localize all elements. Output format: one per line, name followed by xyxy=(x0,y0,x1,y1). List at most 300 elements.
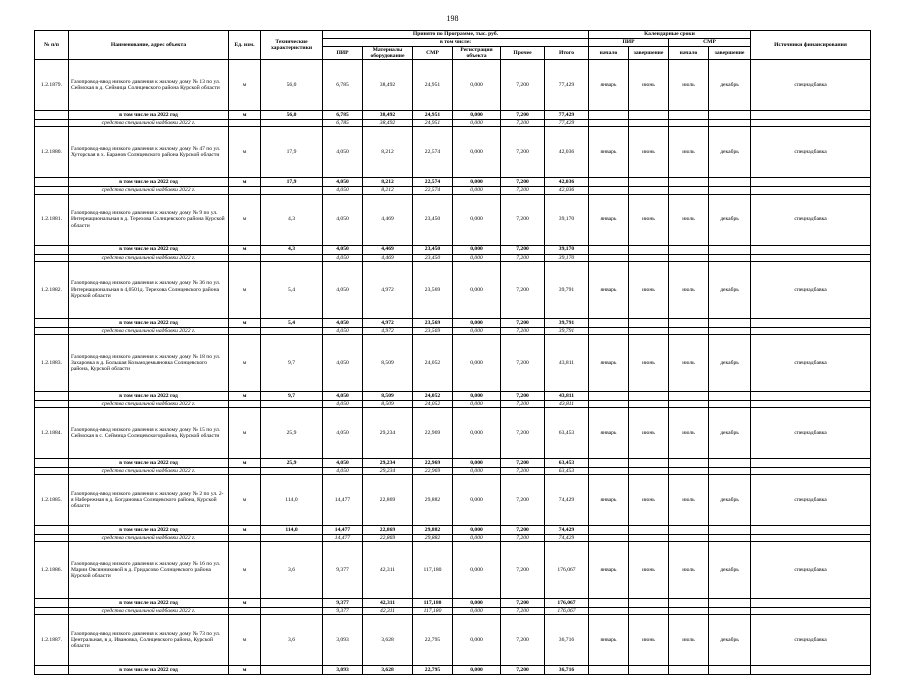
year-total-blank xyxy=(629,245,669,254)
object-smr-start: июль xyxy=(669,127,709,178)
special-allowance-total: 77,429 xyxy=(545,120,589,127)
year-total-total: 63,453 xyxy=(545,458,589,467)
special-allowance-materials: 4,469 xyxy=(363,254,413,261)
year-total-blank xyxy=(629,458,669,467)
col-other-header: Прочее xyxy=(501,47,545,60)
special-allowance-total: 42,036 xyxy=(545,187,589,194)
object-number: 1.2.1883. xyxy=(35,334,69,391)
object-name: Газопровод-ввод низкого давления к жилому дому № 9 по ул. Интернациональная в д. Терехова Солнцевского района Курской области xyxy=(69,194,229,245)
object-name: Газопровод-ввод низкого давления к жилому дому № 47 по ул. Хуторская в х. Баранов Солнцевского района Курской области xyxy=(69,127,229,178)
object-unit: м xyxy=(229,60,261,111)
year-total-registration: 0,000 xyxy=(453,245,501,254)
object-materials: 29,234 xyxy=(363,407,413,458)
object-pir-end: июнь xyxy=(629,127,669,178)
year-total-smr: 23,569 xyxy=(413,318,453,327)
year-total-blank xyxy=(751,178,871,187)
object-tech: 114,0 xyxy=(261,475,323,526)
year-total-label: в том числе на 2022 год xyxy=(69,178,229,187)
col-source-header: Источники финансирования xyxy=(751,31,871,60)
special-allowance-label: средства специальной надбавки 2022 г. xyxy=(69,254,229,261)
object-smr-start: июль xyxy=(669,194,709,245)
special-allowance-label: средства специальной надбавки 2022 г. xyxy=(69,608,229,615)
year-total-blank xyxy=(629,391,669,400)
col-cal-smr-header: СМР xyxy=(669,39,751,47)
special-allowance-label: средства специальной надбавки 2022 г. xyxy=(69,187,229,194)
year-total-blank xyxy=(35,111,69,120)
special-allowance-blank xyxy=(261,535,323,542)
object-source: спецнадбавка xyxy=(751,334,871,391)
year-total-tech: 25,9 xyxy=(261,458,323,467)
object-pir-end: июнь xyxy=(629,60,669,111)
object-smr-end: декабрь xyxy=(709,261,751,318)
special-allowance-blank xyxy=(229,467,261,474)
object-unit: м xyxy=(229,194,261,245)
year-total-other: 7,200 xyxy=(501,666,545,675)
special-allowance-blank xyxy=(261,187,323,194)
year-total-row xyxy=(35,178,871,187)
special-allowance-blank xyxy=(589,400,629,407)
special-allowance-blank xyxy=(669,608,709,615)
special-allowance-total: 176,067 xyxy=(545,608,589,615)
special-allowance-smr: 24,951 xyxy=(413,120,453,127)
object-other: 7,200 xyxy=(501,542,545,599)
special-allowance-blank xyxy=(669,400,709,407)
object-smr: 22,795 xyxy=(413,615,453,666)
special-allowance-materials: 22,869 xyxy=(363,535,413,542)
year-total-total: 43,811 xyxy=(545,391,589,400)
year-total-smr: 23,450 xyxy=(413,245,453,254)
special-allowance-blank xyxy=(35,327,69,334)
year-total-pir: 9,377 xyxy=(323,599,363,608)
special-allowance-blank xyxy=(261,327,323,334)
special-allowance-total: 43,811 xyxy=(545,400,589,407)
col-accepted-header: Принято по Программе, тыс. руб. xyxy=(323,31,589,39)
object-smr-start: июль xyxy=(669,60,709,111)
object-pir-start: январь xyxy=(589,542,629,599)
special-allowance-blank xyxy=(709,400,751,407)
year-total-blank xyxy=(589,599,629,608)
object-other: 7,200 xyxy=(501,60,545,111)
year-total-blank xyxy=(709,526,751,535)
object-unit: м xyxy=(229,261,261,318)
special-allowance-row xyxy=(35,608,871,615)
object-registration: 0,000 xyxy=(453,127,501,178)
object-materials: 38,492 xyxy=(363,60,413,111)
special-allowance-blank xyxy=(229,327,261,334)
year-total-pir: 4,050 xyxy=(323,318,363,327)
special-allowance-pir: 6,785 xyxy=(323,120,363,127)
year-total-smr: 117,180 xyxy=(413,599,453,608)
special-allowance-blank xyxy=(709,608,751,615)
year-total-blank xyxy=(35,526,69,535)
object-smr: 24,951 xyxy=(413,60,453,111)
special-allowance-other: 7,200 xyxy=(501,327,545,334)
special-allowance-row xyxy=(35,254,871,261)
year-total-blank xyxy=(629,526,669,535)
object-pir-end: июнь xyxy=(629,615,669,666)
object-row xyxy=(35,407,871,458)
object-smr-end: декабрь xyxy=(709,127,751,178)
object-smr-start: июль xyxy=(669,261,709,318)
special-allowance-other: 7,200 xyxy=(501,400,545,407)
year-total-tech: 114,0 xyxy=(261,526,323,535)
special-allowance-blank xyxy=(669,535,709,542)
special-allowance-materials: 38,492 xyxy=(363,120,413,127)
year-total-blank xyxy=(629,111,669,120)
year-total-materials: 38,492 xyxy=(363,111,413,120)
year-total-materials: 8,509 xyxy=(363,391,413,400)
object-name: Газопровод-ввод низкого давления к жилому дому № 18 по ул. Захаровка в д. Большая Козьмодемьяновка Солнцевского района, Курской области xyxy=(69,334,229,391)
special-allowance-blank xyxy=(709,120,751,127)
object-materials: 4,972 xyxy=(363,261,413,318)
special-allowance-blank xyxy=(669,254,709,261)
object-name: Газопровод-ввод низкого давления к жилому дому № 13 по ул. Сеймская в д. Сеймица Солнцевского района Курской области xyxy=(69,60,229,111)
special-allowance-blank xyxy=(709,254,751,261)
year-total-tech: 56,0 xyxy=(261,111,323,120)
object-total: 176,067 xyxy=(545,542,589,599)
object-pir-start: январь xyxy=(589,334,629,391)
year-total-blank xyxy=(35,318,69,327)
object-source: спецнадбавка xyxy=(751,475,871,526)
year-total-blank xyxy=(709,458,751,467)
year-total-total: 36,716 xyxy=(545,666,589,675)
object-pir-end: июнь xyxy=(629,475,669,526)
year-total-pir: 4,050 xyxy=(323,245,363,254)
object-registration: 0,000 xyxy=(453,261,501,318)
special-allowance-blank xyxy=(751,467,871,474)
object-number: 1.2.1881. xyxy=(35,194,69,245)
object-smr: 23,569 xyxy=(413,261,453,318)
special-allowance-blank xyxy=(35,608,69,615)
year-total-tech xyxy=(261,666,323,675)
year-total-blank xyxy=(751,526,871,535)
year-total-blank xyxy=(629,178,669,187)
year-total-row xyxy=(35,666,871,675)
year-total-row xyxy=(35,318,871,327)
object-tech: 3,6 xyxy=(261,615,323,666)
year-total-other: 7,200 xyxy=(501,599,545,608)
object-other: 7,200 xyxy=(501,615,545,666)
year-total-blank xyxy=(35,245,69,254)
year-total-smr: 22,795 xyxy=(413,666,453,675)
special-allowance-smr: 22,574 xyxy=(413,187,453,194)
special-allowance-other: 7,200 xyxy=(501,254,545,261)
special-allowance-blank xyxy=(589,467,629,474)
special-allowance-total: 39,170 xyxy=(545,254,589,261)
special-allowance-blank xyxy=(261,254,323,261)
object-smr: 24,052 xyxy=(413,334,453,391)
object-row xyxy=(35,60,871,111)
object-smr-start: июль xyxy=(669,542,709,599)
special-allowance-label: средства специальной надбавки 2022 г. xyxy=(69,467,229,474)
special-allowance-blank xyxy=(709,535,751,542)
special-allowance-row xyxy=(35,120,871,127)
special-allowance-blank xyxy=(629,254,669,261)
object-pir-start: январь xyxy=(589,261,629,318)
object-pir: 6,785 xyxy=(323,60,363,111)
object-smr-end: декабрь xyxy=(709,615,751,666)
object-unit: м xyxy=(229,542,261,599)
special-allowance-other: 7,200 xyxy=(501,187,545,194)
object-name: Газопровод-ввод низкого давления к жилому дому № 36 по ул. Интернациональная в 4,0501д. Терехова Солнцевского района Курской области xyxy=(69,261,229,318)
year-total-smr: 29,882 xyxy=(413,526,453,535)
object-source: спецнадбавка xyxy=(751,127,871,178)
year-total-blank xyxy=(751,666,871,675)
special-allowance-blank xyxy=(261,400,323,407)
year-total-other: 7,200 xyxy=(501,318,545,327)
object-pir: 9,377 xyxy=(323,542,363,599)
year-total-registration: 0,000 xyxy=(453,111,501,120)
object-materials: 22,869 xyxy=(363,475,413,526)
col-materials-header: Материалы оборудование xyxy=(363,47,413,60)
special-allowance-smr: 29,882 xyxy=(413,535,453,542)
special-allowance-other: 7,200 xyxy=(501,120,545,127)
year-total-label: в том числе на 2022 год xyxy=(69,526,229,535)
year-total-unit: м xyxy=(229,599,261,608)
object-smr-end: декабрь xyxy=(709,407,751,458)
year-total-tech: 5,4 xyxy=(261,318,323,327)
special-allowance-row xyxy=(35,400,871,407)
object-registration: 0,000 xyxy=(453,194,501,245)
special-allowance-registration: 0,000 xyxy=(453,400,501,407)
col-smr-start-header: начало xyxy=(669,47,709,60)
object-smr-end: декабрь xyxy=(709,60,751,111)
object-other: 7,200 xyxy=(501,334,545,391)
year-total-pir: 4,050 xyxy=(323,391,363,400)
special-allowance-blank xyxy=(261,120,323,127)
year-total-pir: 4,050 xyxy=(323,458,363,467)
year-total-smr: 22,969 xyxy=(413,458,453,467)
special-allowance-blank xyxy=(35,535,69,542)
object-pir: 4,050 xyxy=(323,194,363,245)
col-registration-header: Регистрация объекта xyxy=(453,47,501,60)
year-total-blank xyxy=(709,245,751,254)
year-total-registration: 0,000 xyxy=(453,391,501,400)
special-allowance-total: 39,791 xyxy=(545,327,589,334)
year-total-blank xyxy=(751,245,871,254)
object-registration: 0,000 xyxy=(453,475,501,526)
col-cal-pir-header: ПИР xyxy=(589,39,669,47)
object-smr-end: декабрь xyxy=(709,194,751,245)
special-allowance-smr: 22,969 xyxy=(413,467,453,474)
special-allowance-blank xyxy=(709,467,751,474)
year-total-other: 7,200 xyxy=(501,178,545,187)
object-tech: 56,0 xyxy=(261,60,323,111)
year-total-blank xyxy=(35,458,69,467)
object-row xyxy=(35,334,871,391)
year-total-blank xyxy=(709,111,751,120)
object-pir-end: июнь xyxy=(629,407,669,458)
special-allowance-blank xyxy=(589,535,629,542)
year-total-pir: 3,093 xyxy=(323,666,363,675)
object-pir: 4,050 xyxy=(323,261,363,318)
special-allowance-other: 7,200 xyxy=(501,535,545,542)
year-total-blank xyxy=(669,391,709,400)
col-smr-header: СМР xyxy=(413,47,453,60)
object-pir-end: июнь xyxy=(629,261,669,318)
special-allowance-smr: 23,450 xyxy=(413,254,453,261)
object-number: 1.2.1879. xyxy=(35,60,69,111)
year-total-blank xyxy=(35,391,69,400)
year-total-blank xyxy=(589,666,629,675)
year-total-blank xyxy=(589,245,629,254)
special-allowance-blank xyxy=(669,467,709,474)
year-total-blank xyxy=(751,318,871,327)
object-pir: 4,050 xyxy=(323,334,363,391)
special-allowance-blank xyxy=(229,608,261,615)
col-total-header: Итого xyxy=(545,47,589,60)
year-total-blank xyxy=(709,391,751,400)
col-unit-header: Ед. изм. xyxy=(229,31,261,60)
year-total-label: в том числе на 2022 год xyxy=(69,599,229,608)
special-allowance-label: средства специальной надбавки 2022 г. xyxy=(69,535,229,542)
special-allowance-blank xyxy=(229,400,261,407)
object-registration: 0,000 xyxy=(453,60,501,111)
special-allowance-registration: 0,000 xyxy=(453,187,501,194)
special-allowance-blank xyxy=(751,187,871,194)
year-total-unit: м xyxy=(229,458,261,467)
year-total-blank xyxy=(589,178,629,187)
special-allowance-blank xyxy=(589,608,629,615)
year-total-total: 39,791 xyxy=(545,318,589,327)
year-total-blank xyxy=(709,666,751,675)
object-source: спецнадбавка xyxy=(751,407,871,458)
year-total-unit: м xyxy=(229,666,261,675)
year-total-unit: м xyxy=(229,318,261,327)
special-allowance-pir: 4,050 xyxy=(323,467,363,474)
object-name: Газопровод-ввод низкого давления к жилому дому № 2 по ул. 2-я Набережная в д. Богдановка Солнцевского района, Курской области xyxy=(69,475,229,526)
year-total-row xyxy=(35,245,871,254)
special-allowance-blank xyxy=(629,187,669,194)
year-total-blank xyxy=(589,458,629,467)
special-allowance-pir: 4,050 xyxy=(323,254,363,261)
special-allowance-blank xyxy=(35,120,69,127)
special-allowance-blank xyxy=(229,535,261,542)
special-allowance-registration: 0,000 xyxy=(453,120,501,127)
object-registration: 0,000 xyxy=(453,542,501,599)
col-incl-header: в том числе: xyxy=(323,39,589,47)
object-row xyxy=(35,194,871,245)
object-tech: 3,6 xyxy=(261,542,323,599)
year-total-blank xyxy=(669,458,709,467)
object-smr: 29,882 xyxy=(413,475,453,526)
col-tech-header: Технические характеристики xyxy=(261,31,323,60)
special-allowance-materials: 4,972 xyxy=(363,327,413,334)
special-allowance-pir: 4,050 xyxy=(323,400,363,407)
year-total-registration: 0,000 xyxy=(453,178,501,187)
object-smr-end: декабрь xyxy=(709,542,751,599)
special-allowance-blank xyxy=(751,400,871,407)
year-total-blank xyxy=(709,178,751,187)
special-allowance-row xyxy=(35,187,871,194)
special-allowance-blank xyxy=(751,327,871,334)
special-allowance-blank xyxy=(669,327,709,334)
year-total-blank xyxy=(669,111,709,120)
object-smr-end: декабрь xyxy=(709,334,751,391)
object-smr: 117,180 xyxy=(413,542,453,599)
special-allowance-blank xyxy=(35,187,69,194)
year-total-label: в том числе на 2022 год xyxy=(69,391,229,400)
object-total: 43,811 xyxy=(545,334,589,391)
special-allowance-materials: 8,212 xyxy=(363,187,413,194)
col-calendar-header: Календарные сроки xyxy=(589,31,751,39)
object-pir-start: январь xyxy=(589,615,629,666)
year-total-blank xyxy=(629,666,669,675)
special-allowance-smr: 117,180 xyxy=(413,608,453,615)
special-allowance-blank xyxy=(261,467,323,474)
year-total-total: 42,036 xyxy=(545,178,589,187)
object-total: 63,453 xyxy=(545,407,589,458)
program-table xyxy=(34,30,871,675)
special-allowance-blank xyxy=(629,400,669,407)
year-total-unit: м xyxy=(229,111,261,120)
special-allowance-blank xyxy=(669,187,709,194)
year-total-other: 7,200 xyxy=(501,458,545,467)
special-allowance-label: средства специальной надбавки 2022 г. xyxy=(69,400,229,407)
year-total-total: 74,429 xyxy=(545,526,589,535)
special-allowance-pir: 4,050 xyxy=(323,187,363,194)
year-total-tech: 4,3 xyxy=(261,245,323,254)
special-allowance-other: 7,200 xyxy=(501,467,545,474)
year-total-materials: 4,469 xyxy=(363,245,413,254)
object-pir-end: июнь xyxy=(629,334,669,391)
object-total: 42,036 xyxy=(545,127,589,178)
year-total-label: в том числе на 2022 год xyxy=(69,111,229,120)
object-row xyxy=(35,127,871,178)
year-total-other: 7,200 xyxy=(501,245,545,254)
object-unit: м xyxy=(229,334,261,391)
object-number: 1.2.1880. xyxy=(35,127,69,178)
object-unit: м xyxy=(229,127,261,178)
special-allowance-smr: 24,052 xyxy=(413,400,453,407)
year-total-pir: 6,785 xyxy=(323,111,363,120)
object-smr-start: июль xyxy=(669,615,709,666)
special-allowance-blank xyxy=(261,608,323,615)
object-other: 7,200 xyxy=(501,261,545,318)
special-allowance-registration: 0,000 xyxy=(453,327,501,334)
year-total-label: в том числе на 2022 год xyxy=(69,245,229,254)
year-total-materials: 8,212 xyxy=(363,178,413,187)
year-total-blank xyxy=(669,318,709,327)
year-total-total: 77,429 xyxy=(545,111,589,120)
year-total-blank xyxy=(669,178,709,187)
object-tech: 17,9 xyxy=(261,127,323,178)
year-total-blank xyxy=(35,178,69,187)
special-allowance-registration: 0,000 xyxy=(453,254,501,261)
special-allowance-row xyxy=(35,535,871,542)
year-total-row xyxy=(35,458,871,467)
object-tech: 5,4 xyxy=(261,261,323,318)
special-allowance-blank xyxy=(589,327,629,334)
year-total-smr: 24,951 xyxy=(413,111,453,120)
year-total-blank xyxy=(35,599,69,608)
year-total-blank xyxy=(629,318,669,327)
year-total-blank xyxy=(589,111,629,120)
year-total-label: в том числе на 2022 год xyxy=(69,318,229,327)
year-total-materials: 22,869 xyxy=(363,526,413,535)
year-total-blank xyxy=(709,599,751,608)
object-row xyxy=(35,615,871,666)
page-number: 198 xyxy=(446,14,459,23)
object-pir: 3,093 xyxy=(323,615,363,666)
year-total-tech: 17,9 xyxy=(261,178,323,187)
year-total-smr: 24,052 xyxy=(413,391,453,400)
special-allowance-pir: 14,477 xyxy=(323,535,363,542)
object-number: 1.2.1886. xyxy=(35,542,69,599)
year-total-other: 7,200 xyxy=(501,111,545,120)
year-total-materials: 4,972 xyxy=(363,318,413,327)
year-total-other: 7,200 xyxy=(501,391,545,400)
